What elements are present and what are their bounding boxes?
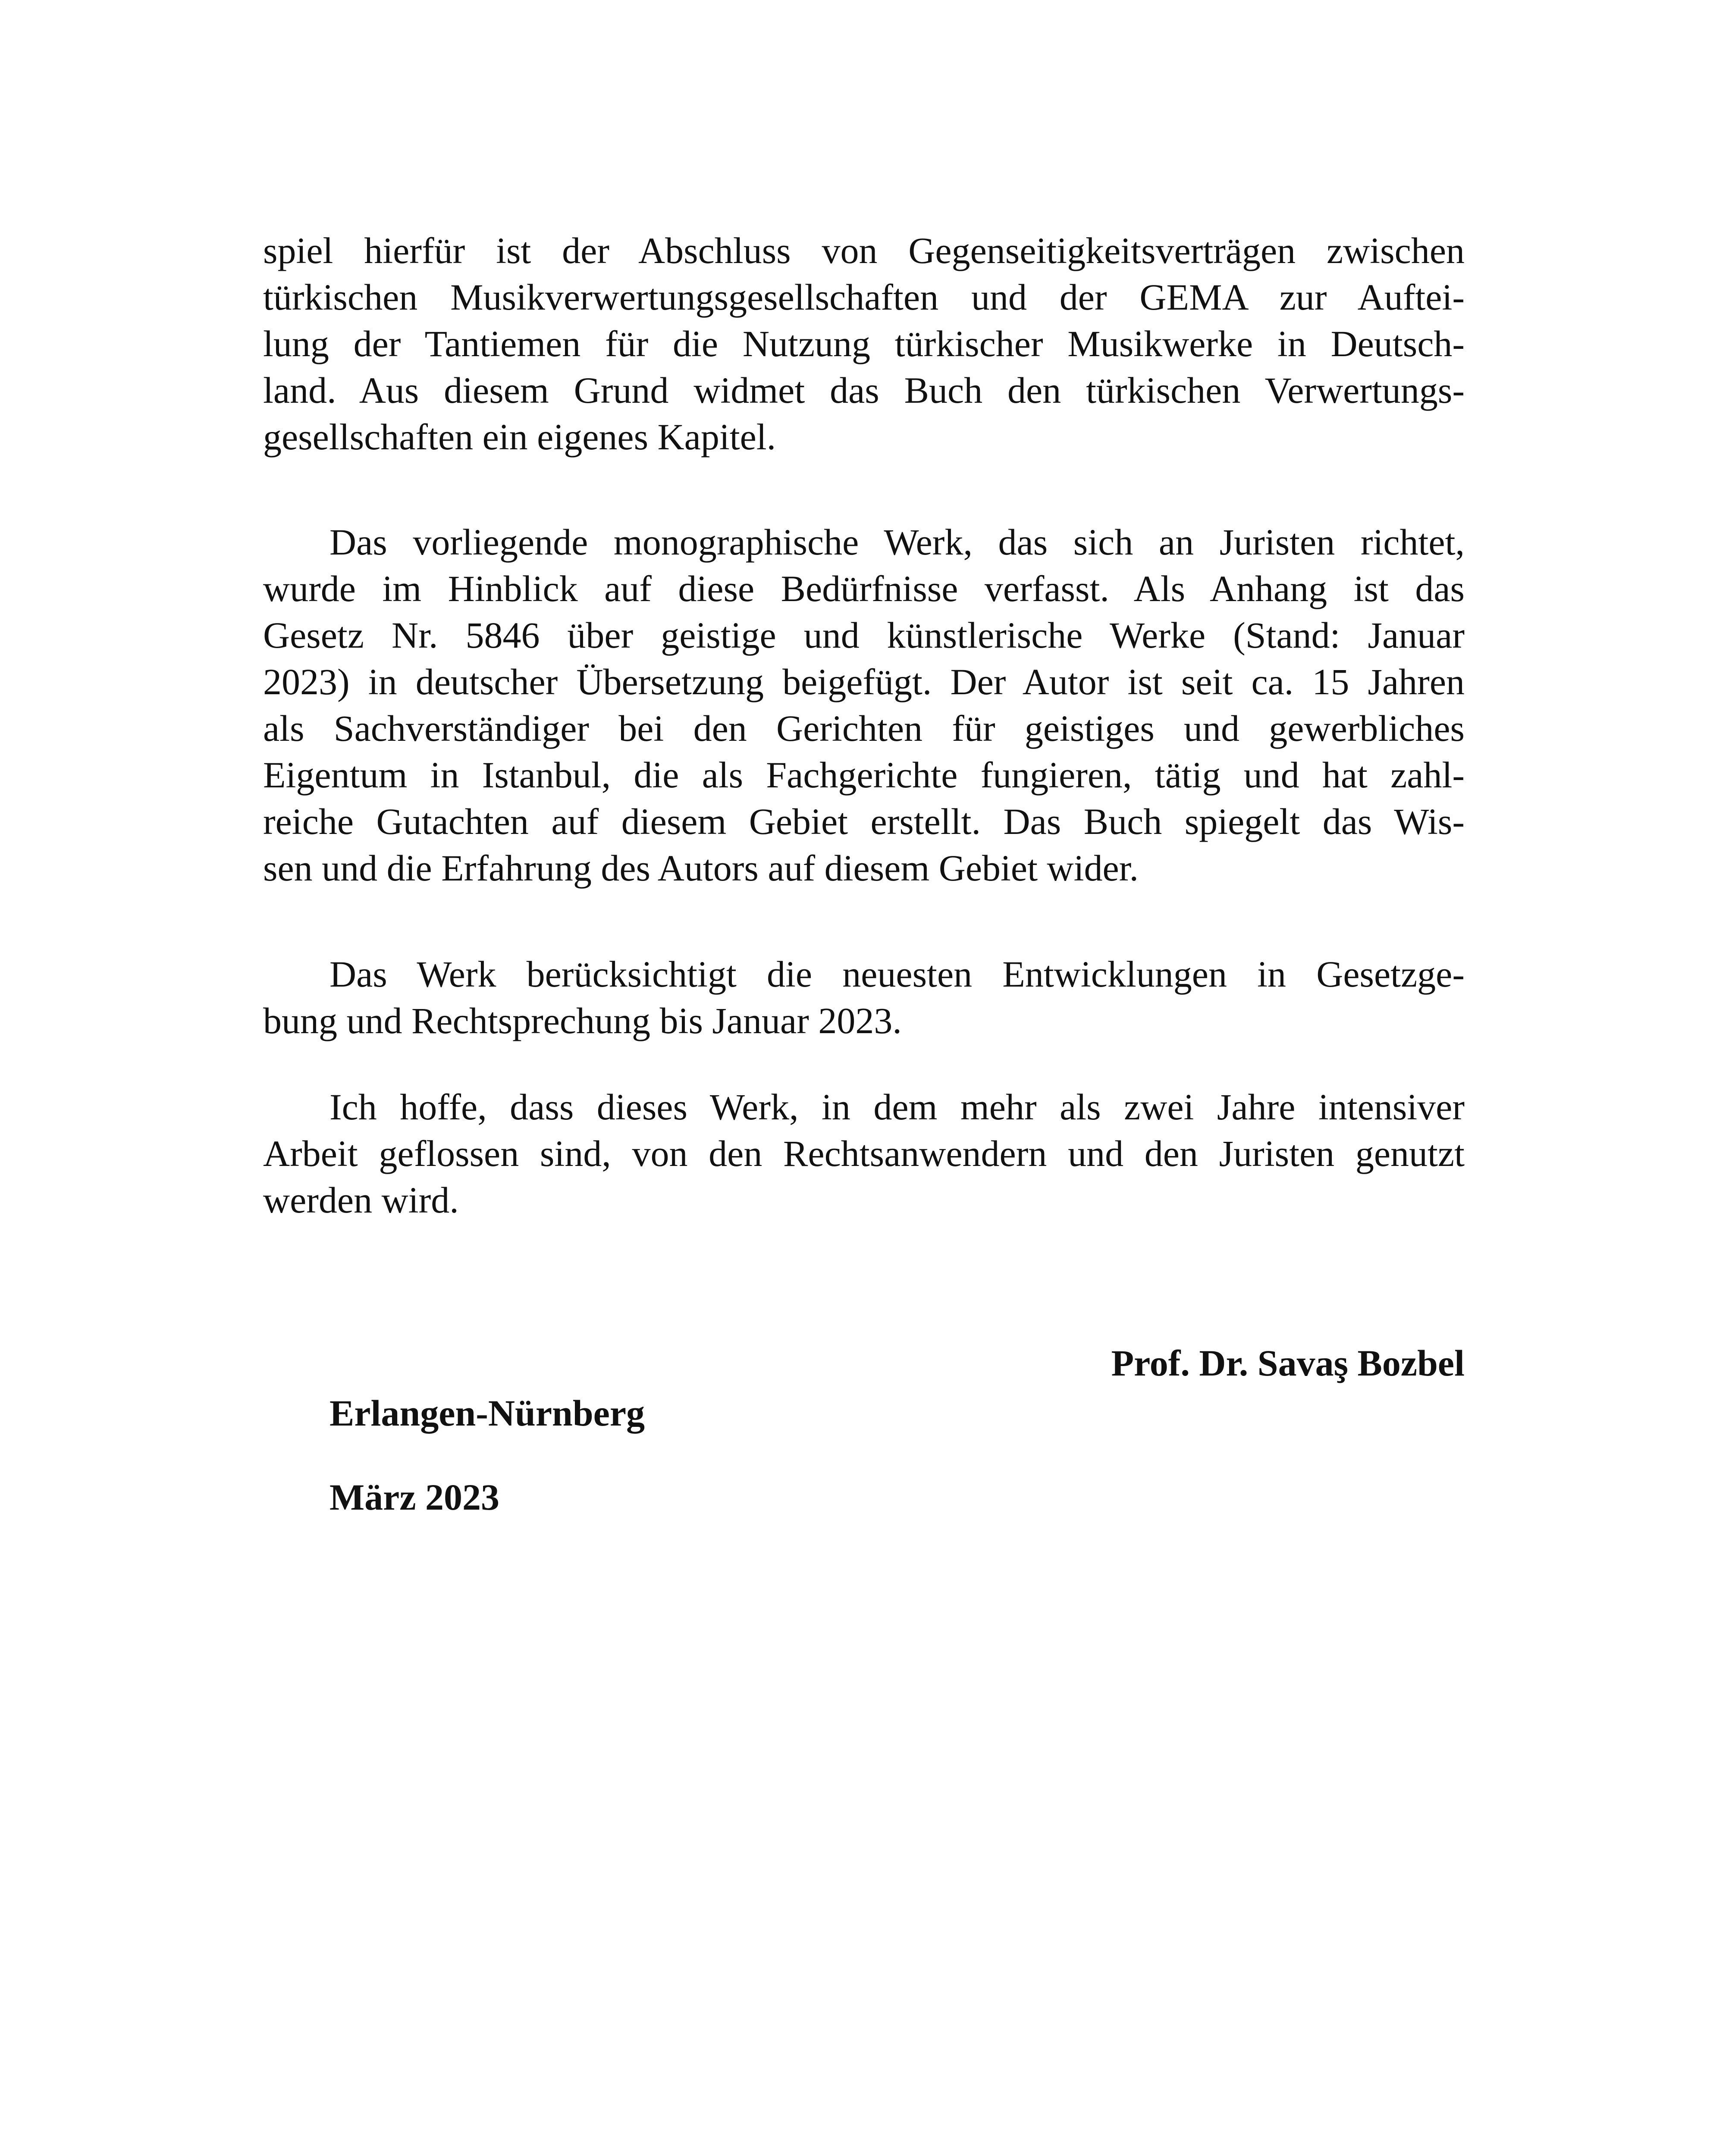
place-name: Erlangen-Nürnberg — [329, 1392, 645, 1434]
text-line: türkischen Musikverwertungsgesellschaften und der GEMA zur Auftei- — [263, 276, 1465, 318]
paragraph-3 — [263, 951, 1465, 1044]
text-line: als Sachverständiger bei den Gerichten für geistiges und gewerbliches — [263, 708, 1465, 749]
signature-date: März 2023 — [329, 1476, 500, 1518]
paragraph-1 — [263, 227, 1465, 460]
paragraph-4 — [263, 1084, 1465, 1223]
text-line: Gesetz Nr. 5846 über geistige und künstlerische Werke (Stand: Januar — [263, 614, 1465, 656]
text-line: 2023) in deutscher Übersetzung beigefügt. Der Autor ist seit ca. 15 Jahren — [263, 661, 1465, 702]
text-line: Das vorliegende monographische Werk, das sich an Juristen richtet, — [329, 521, 1465, 563]
text-line: bung und Rechtsprechung bis Januar 2023. — [263, 1000, 902, 1041]
text-line: spiel hierfür ist der Abschluss von Gegenseitigkeitsverträgen zwischen — [263, 230, 1465, 271]
author-name: Prof. Dr. Savaş Bozbel — [1111, 1342, 1465, 1384]
text-line: Ich hoffe, dass dieses Werk, in dem mehr als zwei Jahre intensiver — [329, 1086, 1465, 1128]
text-line: lung der Tantiemen für die Nutzung türkischer Musikwerke in Deutsch- — [263, 323, 1465, 364]
text-line: sen und die Erfahrung des Autors auf diesem Gebiet wider. — [263, 847, 1139, 889]
paragraph-2 — [263, 519, 1465, 891]
text-line: Arbeit geflossen sind, von den Rechtsanwendern und den Juristen genutzt — [263, 1133, 1465, 1174]
text-line: gesellschaften ein eigenes Kapitel. — [263, 416, 776, 458]
text-line: werden wird. — [263, 1179, 459, 1221]
text-line: land. Aus diesem Grund widmet das Buch den türkischen Verwertungs- — [263, 370, 1465, 411]
text-line: reiche Gutachten auf diesem Gebiet erstellt. Das Buch spiegelt das Wis- — [263, 801, 1465, 842]
text-line: Eigentum in Istanbul, die als Fachgerichte fungieren, tätig und hat zahl- — [263, 754, 1465, 796]
text-line: Das Werk berücksichtigt die neuesten Entwicklungen in Gesetzge- — [329, 953, 1465, 995]
text-line: wurde im Hinblick auf diese Bedürfnisse verfasst. Als Anhang ist das — [263, 568, 1465, 609]
